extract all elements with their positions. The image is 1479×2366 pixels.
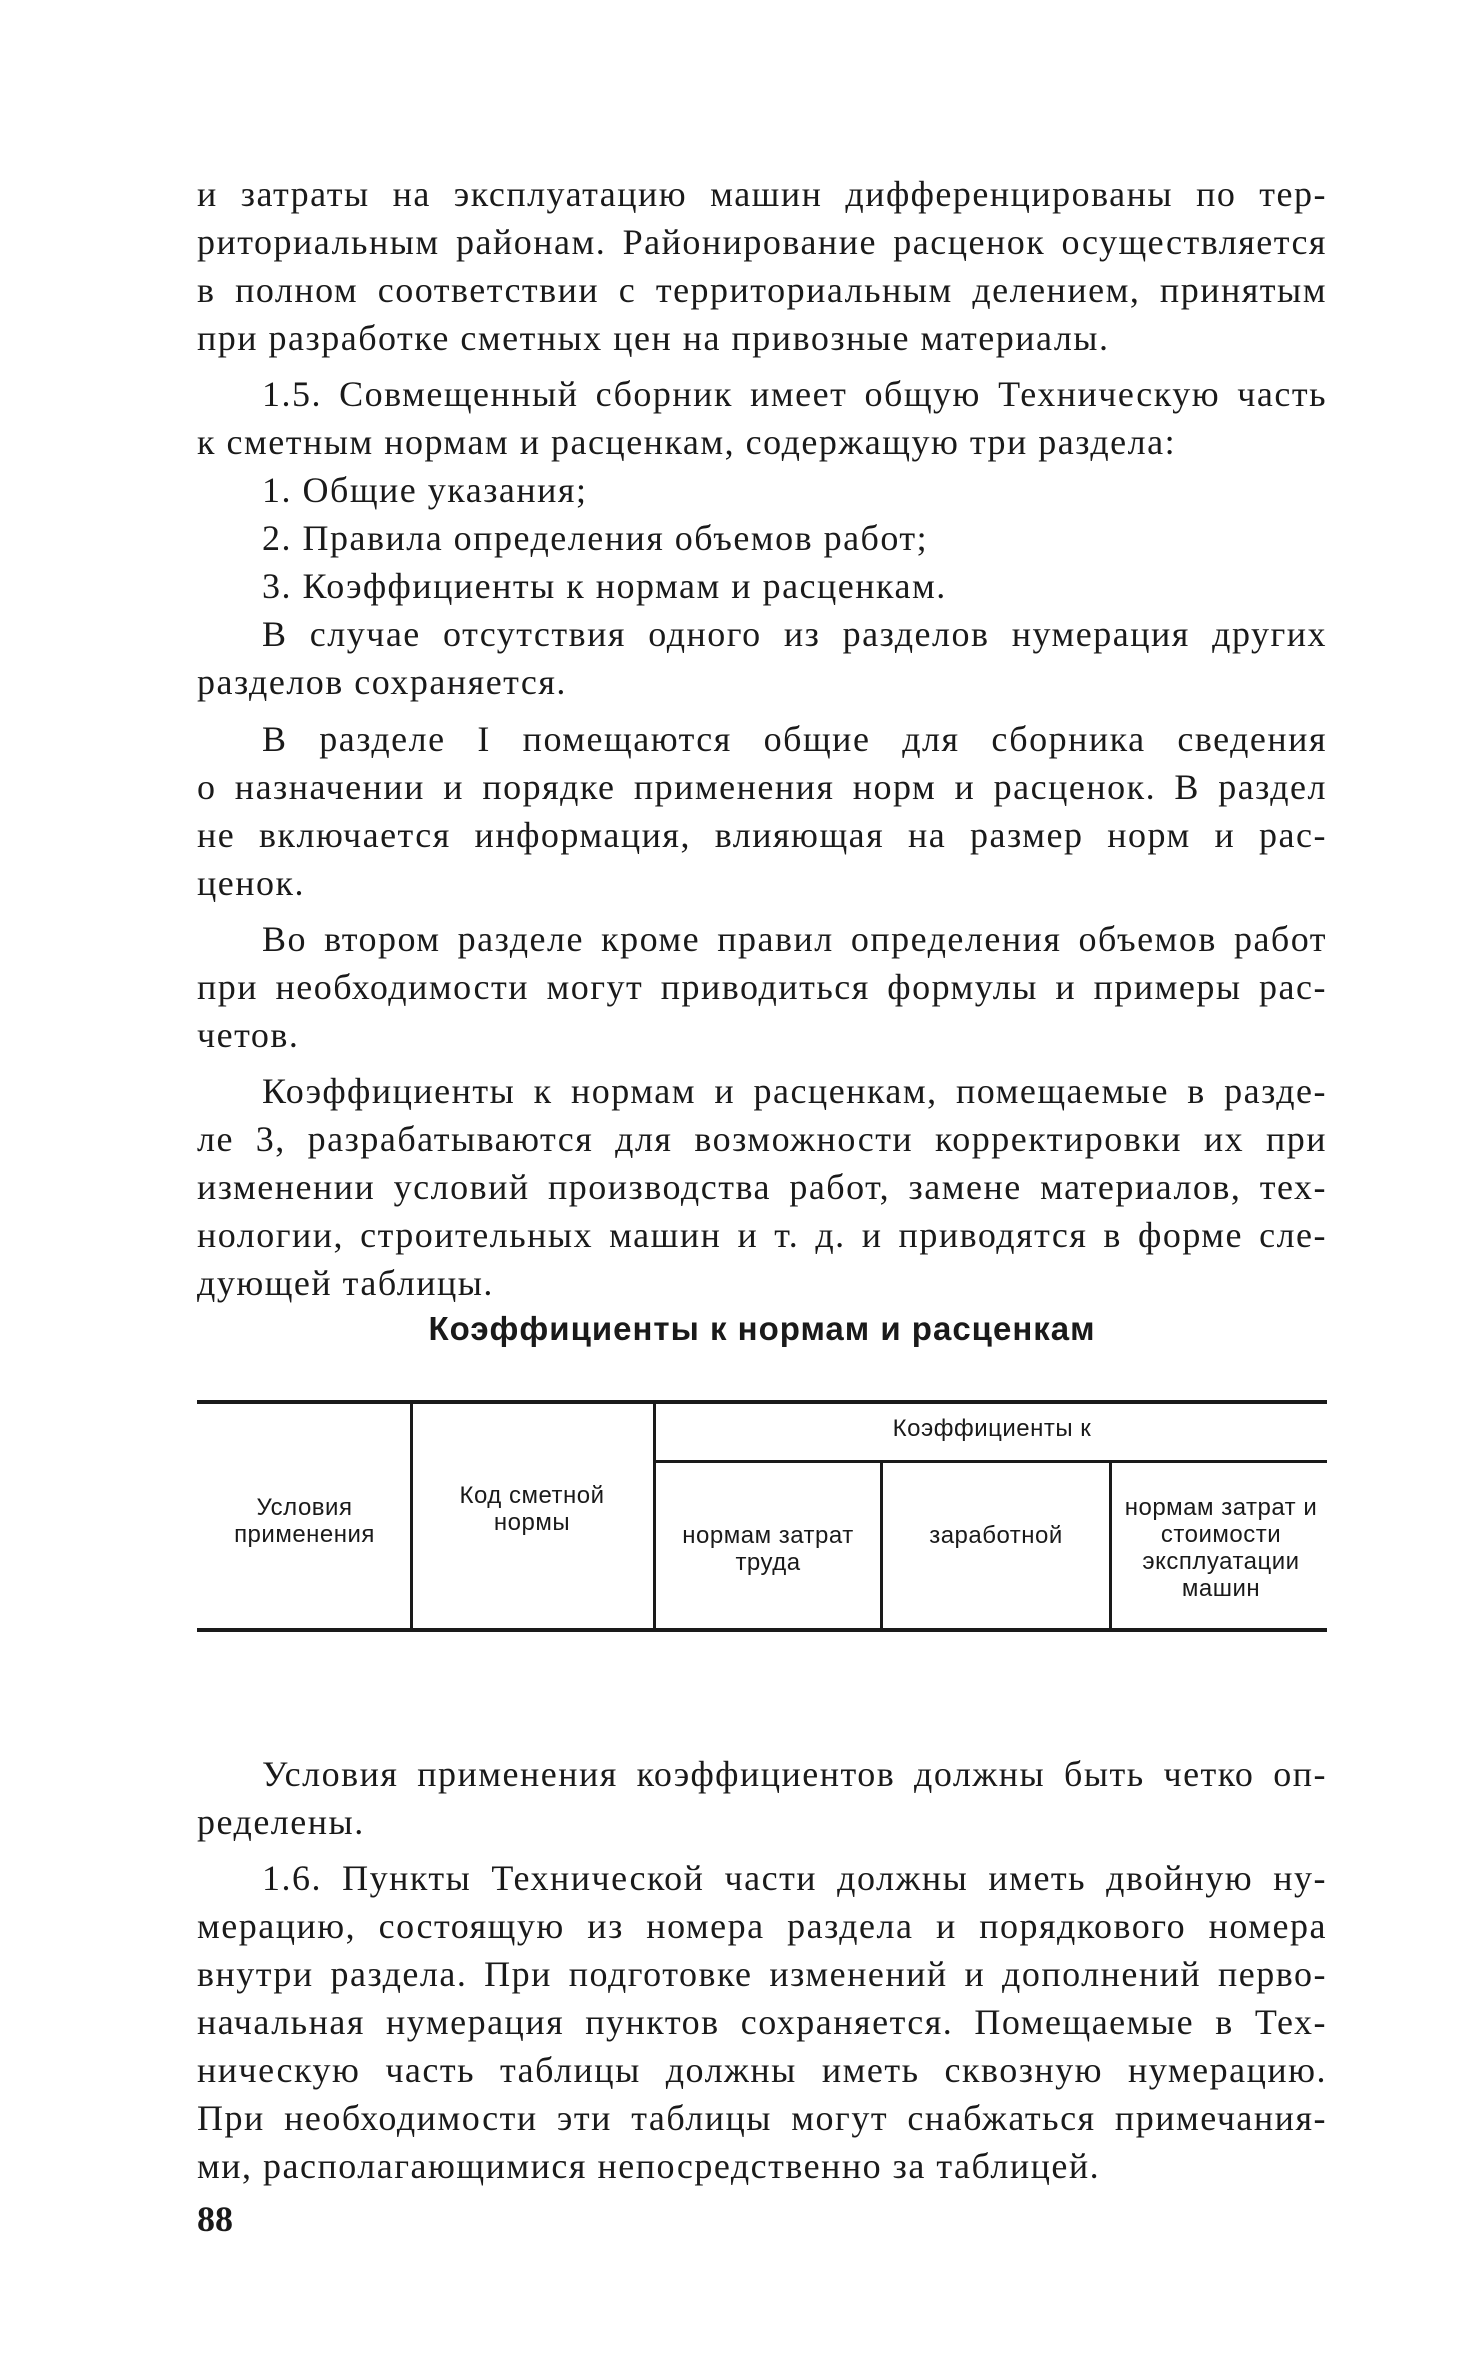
- column-divider: [880, 1463, 883, 1628]
- text-line: четов.: [197, 1015, 300, 1055]
- text-line: не включается информация, влияющая на размер норм и рас-: [197, 815, 1327, 855]
- column-divider: [410, 1404, 413, 1628]
- group-sub-rule: [655, 1460, 1327, 1463]
- text-line: Во втором разделе кроме правил определения объемов работ: [262, 919, 1327, 959]
- text-line: 1.5. Совмещенный сборник имеет общую Техническую часть: [262, 374, 1327, 414]
- header-wage: заработной: [929, 1522, 1063, 1549]
- list-item: 2. Правила определения объемов работ;: [262, 518, 929, 558]
- table-bottom-rule: [197, 1628, 1327, 1632]
- text-line: риториальным районам. Районирование расценок осуществляется: [197, 222, 1327, 262]
- header-coefficients-group: Коэффициенты к: [892, 1415, 1092, 1442]
- text-line: и затраты на эксплуатацию машин дифференцированы по тер-: [197, 174, 1327, 214]
- header-labor: нормам затрат труда: [682, 1522, 854, 1576]
- text-line: при необходимости могут приводиться формулы и примеры рас-: [197, 967, 1327, 1007]
- text-line: ническую часть таблицы должны иметь сквозную нумерацию.: [197, 2050, 1327, 2090]
- coefficients-table: [197, 1400, 1327, 1630]
- column-divider: [653, 1404, 656, 1628]
- text-line: нологии, строительных машин и т. д. и приводятся в форме сле-: [197, 1215, 1327, 1255]
- column-divider: [1109, 1463, 1112, 1628]
- header-conditions: Условия применения: [234, 1494, 375, 1548]
- text-line: ле 3, разрабатываются для возможности корректировки их при: [197, 1119, 1327, 1159]
- text-line: В случае отсутствия одного из разделов нумерация других: [262, 614, 1327, 654]
- text-line: При необходимости эти таблицы могут снабжаться примечания-: [197, 2098, 1327, 2138]
- text-line: 1.6. Пункты Технической части должны иметь двойную ну-: [262, 1858, 1327, 1898]
- text-line: внутри раздела. При подготовке изменений и дополнений перво-: [197, 1954, 1327, 1994]
- header-code: Код сметной нормы: [459, 1482, 605, 1536]
- page-number: 88: [197, 2199, 233, 2239]
- text-line: ми, располагающимися непосредственно за таблицей.: [197, 2146, 1101, 2186]
- text-line: в полном соответствии с территориальным делением, принятым: [197, 270, 1327, 310]
- text-line: о назначении и порядке применения норм и расценок. В раздел: [197, 767, 1327, 807]
- text-line: ценок.: [197, 863, 305, 903]
- header-machines: нормам затрат и стоимости эксплуатации машин: [1124, 1494, 1318, 1602]
- text-line: ределены.: [197, 1802, 365, 1842]
- text-line: Условия применения коэффициентов должны быть четко оп-: [262, 1754, 1327, 1794]
- text-line: изменении условий производства работ, замене материалов, тех-: [197, 1167, 1327, 1207]
- text-line: В разделе I помещаются общие для сборника сведения: [262, 719, 1327, 759]
- table-top-rule: [197, 1400, 1327, 1404]
- text-line: начальная нумерация пунктов сохраняется. Помещаемые в Тех-: [197, 2002, 1327, 2042]
- text-line: при разработке сметных цен на привозные материалы.: [197, 318, 1110, 358]
- text-line: дующей таблицы.: [197, 1263, 494, 1303]
- list-item: 1. Общие указания;: [262, 470, 588, 510]
- text-line: разделов сохраняется.: [197, 662, 567, 702]
- text-line: Коэффициенты к нормам и расценкам, помещаемые в разде-: [262, 1071, 1327, 1111]
- list-item: 3. Коэффициенты к нормам и расценкам.: [262, 566, 947, 606]
- text-line: мерацию, состоящую из номера раздела и порядкового номера: [197, 1906, 1327, 1946]
- table-title: Коэффициенты к нормам и расценкам: [428, 1310, 1096, 1347]
- text-line: к сметным нормам и расценкам, содержащую три раздела:: [197, 422, 1177, 462]
